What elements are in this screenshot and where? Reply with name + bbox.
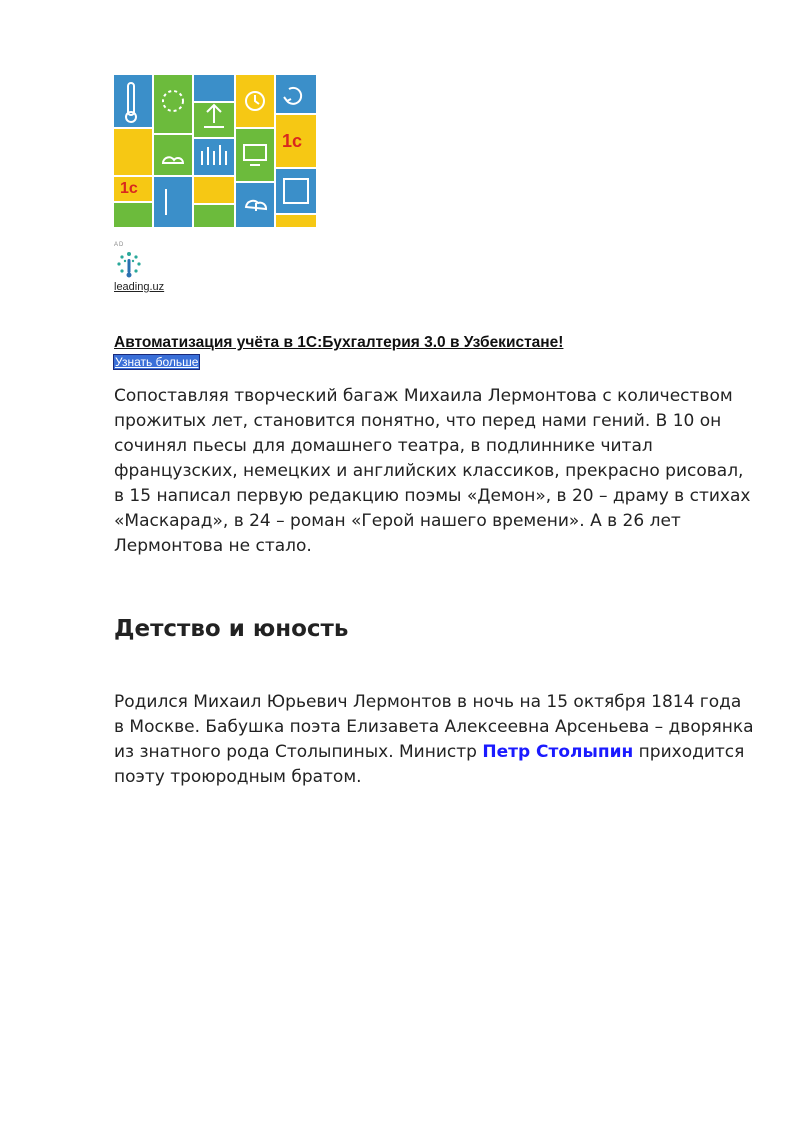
intro-paragraph: Сопоставляя творческий багаж Михаила Лермонтова с количеством прожитых лет, становится понятно, что перед нами гений. В 10 он сочинял пьесы для домашнего театра, в подлиннике читал французских, немецких и английских классиков, прекрасно рисовал, в 15 написал первую редакцию поэмы «Демон», в 20 – драму в стихах «Маскарад», в 24 – роман «Герой нашего времени». А в 26 лет Лермонтова не стало. [114, 386, 751, 556]
ad-block[interactable] [114, 75, 714, 294]
childhood-text-start: Родился Михаил Юрьевич Лермонтов в ночь на 15 октября 1814 года в Москве. Бабушка поэта Елизавета Алексеевна Арсеньева – дворянка из знатного рода Столыпиных. Министр [114, 692, 754, 762]
svg-text:1c: 1c [282, 131, 303, 151]
section-heading: Детство и юность [114, 616, 349, 642]
stolypin-link[interactable]: Петр Столыпин [482, 742, 634, 762]
advertiser-domain-link[interactable]: leading.uz [114, 281, 165, 293]
ad-marker: AD [114, 242, 125, 248]
childhood-text-end: приходится поэту троюродным братом. [114, 742, 745, 787]
ad-banner-image[interactable] [114, 75, 316, 227]
ad-learn-more-button[interactable]: Узнать больше [115, 355, 199, 369]
ad-headline-link[interactable]: Автоматизация учёта в 1С:Бухгалтерия 3.0 в Узбекистане! [114, 334, 564, 351]
advertiser-logo-icon[interactable] [114, 250, 144, 280]
childhood-paragraph [114, 690, 754, 790]
svg-text:1c: 1c [120, 180, 138, 197]
